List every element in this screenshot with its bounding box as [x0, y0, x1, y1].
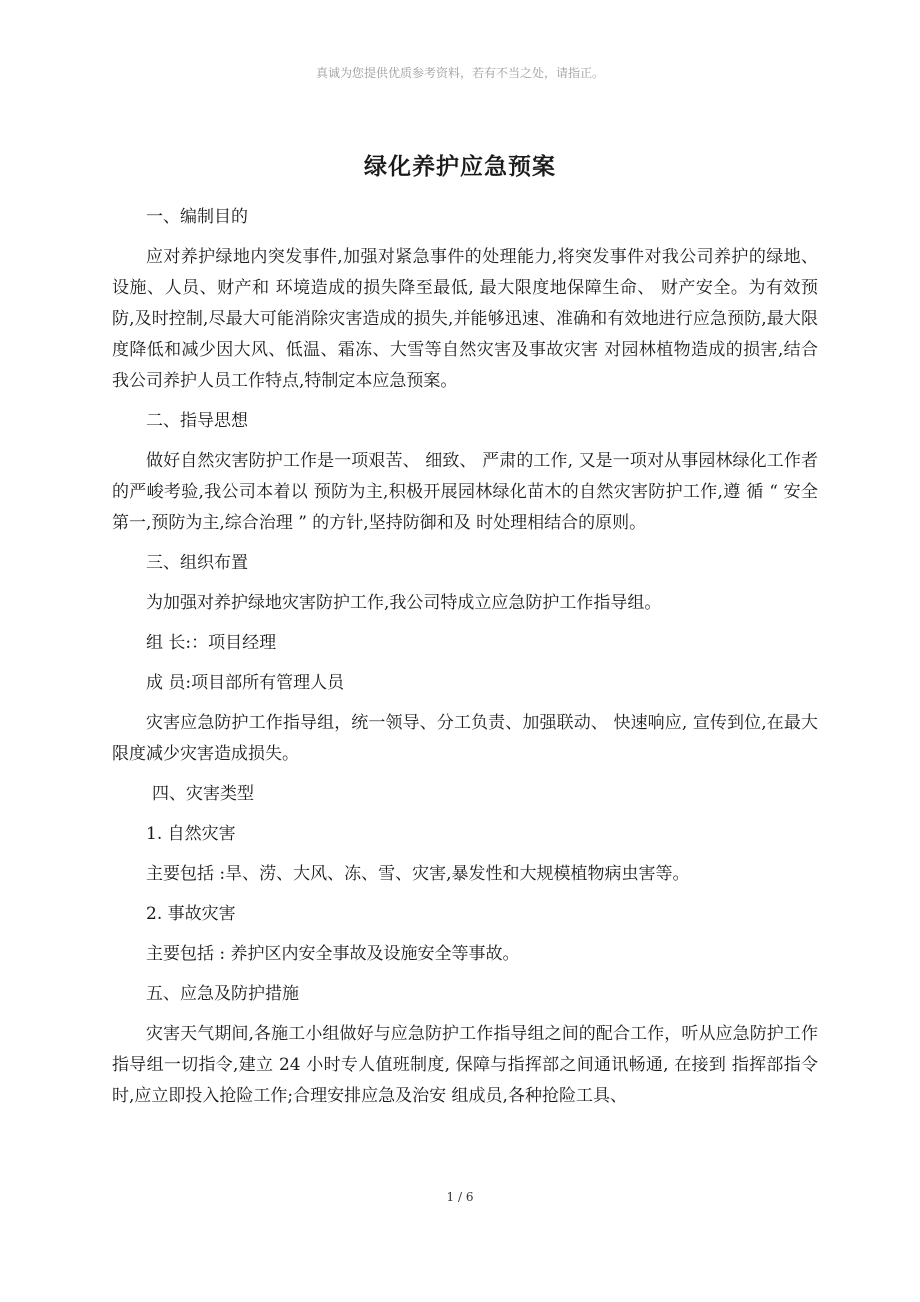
section-4-paragraph-natural: 主要包括 :旱、涝、大风、冻、雪、灾害,暴发性和大规模植物病虫害等。: [146, 864, 690, 884]
document-title: 绿化养护应急预案: [364, 153, 556, 180]
section-3-leader: 组 长:：项目经理: [146, 633, 277, 653]
section-3-members: 成 员:项目部所有管理人员: [146, 673, 345, 693]
section-2-heading: 二、指导思想: [146, 411, 248, 431]
section-3-paragraph-duty: 灾害应急防护工作指导组，统一领导、分工负责、加强联动、 快速响应, 宣传到位,在最大限度减少灾害造成损失。: [112, 713, 818, 764]
section-4-subheading-accident: 2. 事故灾害: [146, 904, 236, 924]
document-body: [112, 202, 818, 1121]
section-4-heading: 四、灾害类型: [152, 784, 254, 804]
section-2-paragraph: 做好自然灾害防护工作是一项艰苦、 细致、 严肃的工作, 又是一项对从事园林绿化工作者的严峻考验,我公司本着以 预防为主,积极开展园林绿化苗木的自然灾害防护工作,遵 循 “ 安全第一,预防为主,综合治理 ” 的方针,坚持防御和及 时处理相结合的原则。: [112, 451, 818, 533]
section-5-paragraph: 灾害天气期间,各施工小组做好与应急防护工作指导组之间的配合工作，听从应急防护工作指导组一切指令,建立 24 小时专人值班制度, 保障与指挥部之间通讯畅通, 在接到 指挥部指令时,应立即投入抢险工作;合理安排应急及治安 组成员,各种抢险工具、: [112, 1024, 818, 1106]
section-1-paragraph: 应对养护绿地内突发事件,加强对紧急事件的处理能力,将突发事件对我公司养护的绿地、设施、人员、财产和 环境造成的损失降至最低, 最大限度地保障生命、 财产安全。为有效预防,及时控制,尽最大可能消除灾害造成的损失,并能够迅速、准确和有效地进行应急预防,最大限度降低和减少因大风、低温、霜冻、大雪等自然灾害及事故灾害 对园林植物造成的损害,结合我公司养护人员工作特点,特制定本应急预案。: [112, 247, 818, 391]
section-5-heading: 五、应急及防护措施: [146, 984, 299, 1004]
page-number: 1 / 6: [446, 1190, 474, 1204]
section-4-paragraph-accident: 主要包括 : 养护区内安全事故及设施安全等事故。: [146, 944, 520, 964]
section-3-paragraph-intro: 为加强对养护绿地灾害防护工作,我公司特成立应急防护工作指导组。: [146, 593, 662, 613]
section-3-heading: 三、组织布置: [146, 553, 248, 573]
section-4-subheading-natural: 1. 自然灾害: [146, 824, 236, 844]
section-1-heading: 一、编制目的: [146, 207, 248, 227]
header-note: 真诚为您提供优质参考资料，若有不当之处，请指正。: [315, 66, 604, 80]
